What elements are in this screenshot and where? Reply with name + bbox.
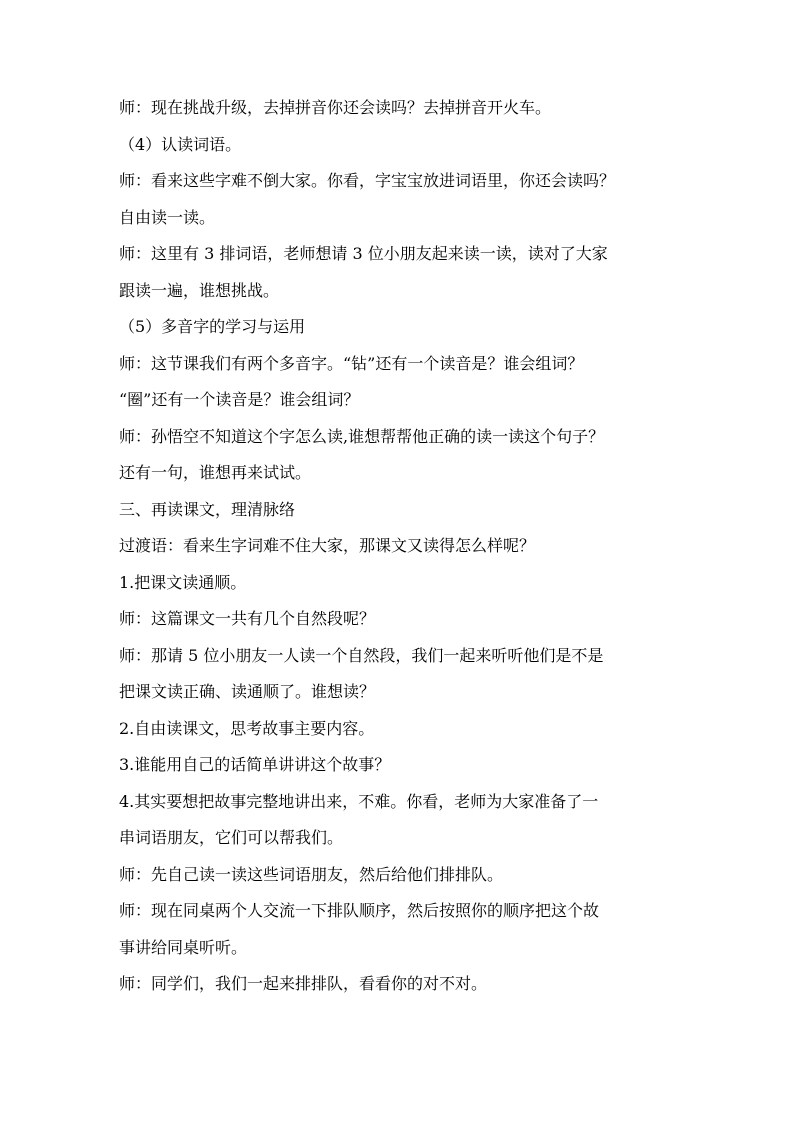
section-heading: 三、再读课文，理清脉络 (119, 499, 296, 519)
text-line: 还有一句，谁想再来试试。 (119, 463, 312, 482)
text-line: 师：现在同桌两个人交流一下排队顺序，然后按照你的顺序把这个故 (119, 901, 600, 920)
text-line: 师：孙悟空不知道这个字怎么读,谁想帮帮他正确的读一读这个句子？ (119, 426, 605, 446)
text-line: 把课文读正确、读通顺了。谁想读？ (119, 682, 376, 701)
text-line: 师：这里有 3 排词语，老师想请 3 位小朋友起来读一读，读对了大家 (119, 244, 608, 263)
text-line: 师：现在挑战升级，去掉拼音你还会读吗？去掉拼音开火车。 (119, 98, 552, 117)
text-line: 师：同学们，我们一起来排排队，看看你的对不对。 (119, 974, 488, 993)
text-line: 串词语朋友，它们可以帮我们。 (119, 828, 344, 847)
text-line: 4.其实要想把故事完整地讲出来，不难。你看，老师为大家准备了一 (119, 791, 599, 811)
text-line: 1.把课文读通顺。 (119, 572, 247, 592)
text-line: 师：这篇课文一共有几个自然段呢？ (119, 609, 376, 628)
text-line: 事讲给同桌听听。 (119, 937, 248, 957)
text-line: 2.自由读课文，思考故事主要内容。 (119, 718, 375, 738)
text-line: 师：这节课我们有两个多音字。“钻”还有一个读音是？谁会组词？ (119, 353, 584, 373)
text-line: 跟读一遍，谁想挑战。 (119, 280, 280, 300)
text-line: “圈”还有一个读音是？谁会组词？ (119, 390, 360, 409)
text-line: （5）多音字的学习与运用 (119, 317, 306, 336)
text-line: （4）认读词语。 (119, 134, 242, 154)
text-line: 3.谁能用自己的话简单讲讲这个故事？ (119, 755, 391, 774)
lesson-plan-text (119, 90, 679, 1003)
text-line: 过渡语：看来生字词难不住大家，那课文又读得怎么样呢？ (119, 536, 536, 555)
text-line: 师：那请 5 位小朋友一人读一个自然段，我们一起来听听他们是不是 (119, 645, 604, 665)
text-line: 师：先自己读一读这些词语朋友，然后给他们排排队。 (119, 864, 504, 884)
text-line: 自由读一读。 (119, 207, 216, 227)
text-line: 师：看来这些字难不倒大家。你看，字宝宝放进词语里，你还会读吗？ (119, 171, 616, 190)
